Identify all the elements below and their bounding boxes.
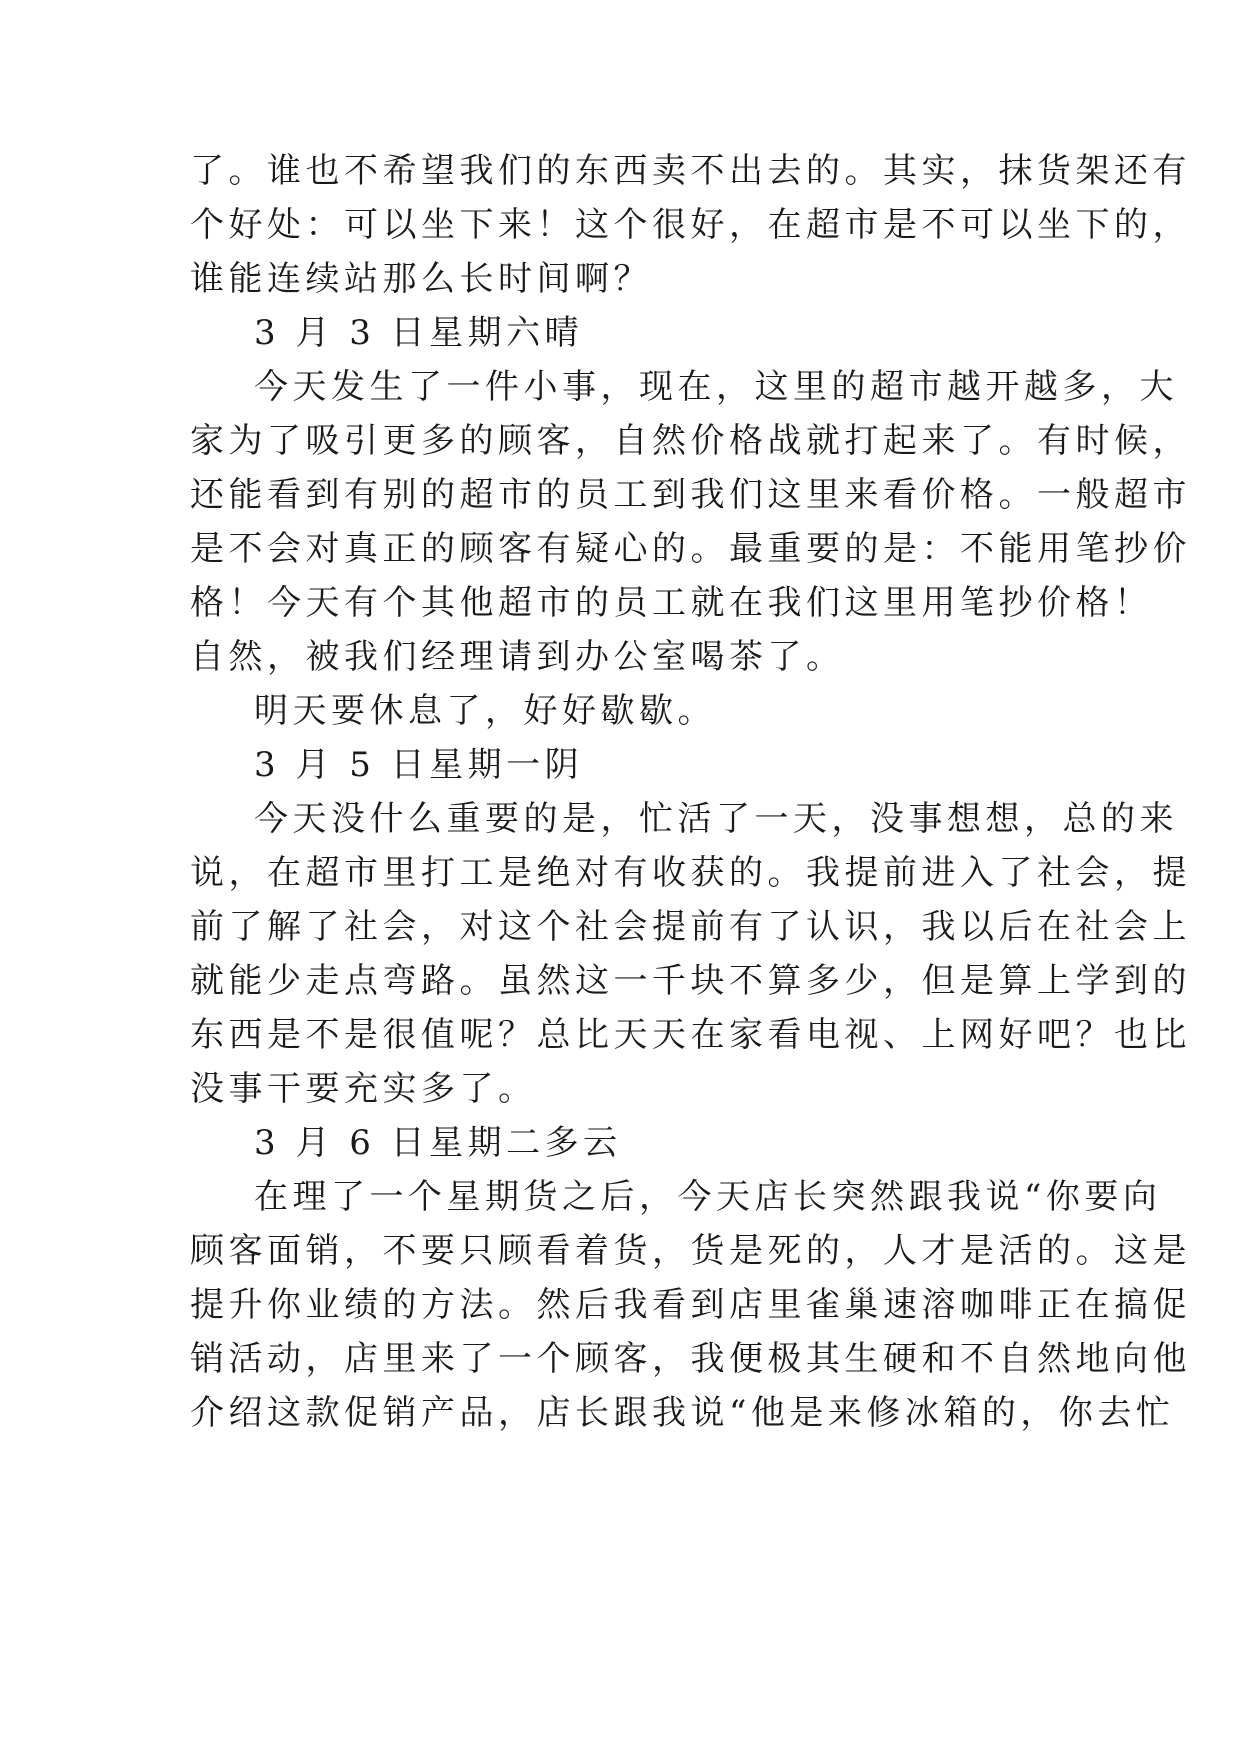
text-line: 就能少走点弯路。虽然这一千块不算多少，但是算上学到的 [190, 961, 1191, 1001]
text-line: 前了解了社会，对这个社会提前有了认识，我以后在社会上 [190, 907, 1191, 947]
text-line: 销活动，店里来了一个顾客，我便极其生硬和不自然地向他 [190, 1339, 1191, 1379]
diary-date-heading: 3 月 3 日星期六晴 [254, 313, 584, 353]
text-line: 明天要休息了，好好歇歇。 [254, 691, 716, 731]
text-line: 介绍这款促销产品，店长跟我说“他是来修冰箱的，你去忙 [190, 1393, 1175, 1433]
text-line: 谁能连续站那么长时间啊？ [190, 259, 652, 299]
text-line: 自然，被我们经理请到办公室喝茶了。 [190, 637, 845, 677]
text-line: 还能看到有别的超市的员工到我们这里来看价格。一般超市 [190, 475, 1191, 515]
text-line: 东西是不是很值呢？总比天天在家看电视、上网好吧？也比 [190, 1015, 1191, 1055]
text-line: 了。谁也不希望我们的东西卖不出去的。其实，抹货架还有 [190, 151, 1191, 191]
text-line: 顾客面销，不要只顾看着货，货是死的，人才是活的。这是 [190, 1231, 1191, 1271]
text-line: 个好处：可以坐下来！这个很好，在超市是不可以坐下的， [190, 205, 1191, 245]
text-line: 提升你业绩的方法。然后我看到店里雀巢速溶咖啡正在搞促 [190, 1285, 1191, 1325]
text-line: 今天没什么重要的是，忙活了一天，没事想想，总的来 [254, 799, 1178, 839]
text-line: 是不会对真正的顾客有疑心的。最重要的是：不能用笔抄价 [190, 529, 1191, 569]
text-line: 家为了吸引更多的顾客，自然价格战就打起来了。有时候， [190, 421, 1191, 461]
text-line: 在理了一个星期货之后，今天店长突然跟我说“你要向 [254, 1177, 1162, 1217]
text-line: 说，在超市里打工是绝对有收获的。我提前进入了社会，提 [190, 853, 1191, 893]
diary-date-heading: 3 月 5 日星期一阴 [254, 745, 584, 785]
text-line: 没事干要充实多了。 [190, 1069, 537, 1109]
diary-date-heading: 3 月 6 日星期二多云 [254, 1123, 622, 1163]
text-line: 格！今天有个其他超市的员工就在我们这里用笔抄价格！ [190, 583, 1153, 623]
text-line: 今天发生了一件小事，现在，这里的超市越开越多，大 [254, 367, 1178, 407]
